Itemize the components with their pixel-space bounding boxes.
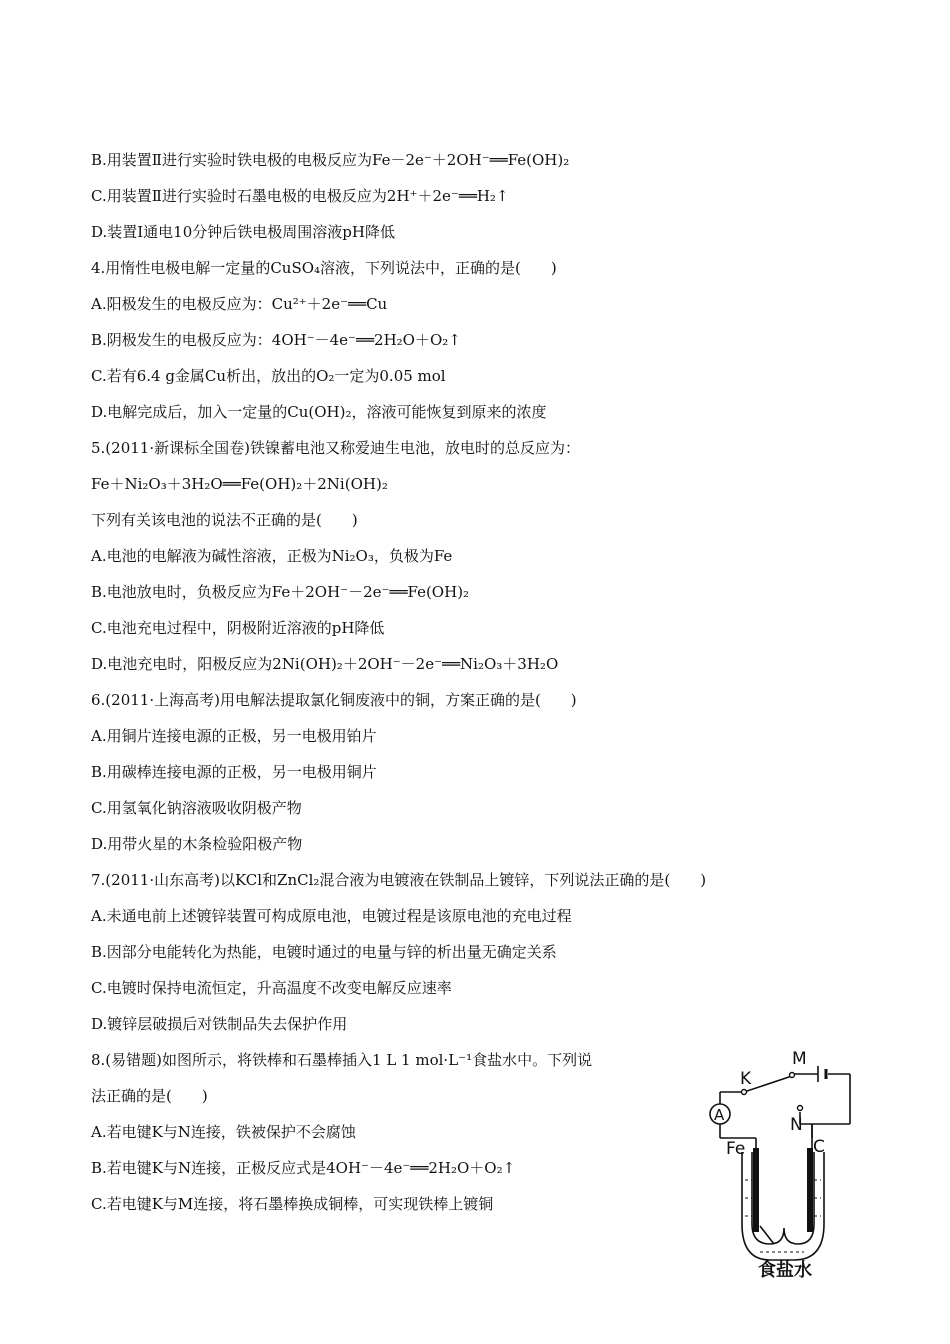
question-6: 6.(2011·上海高考)用电解法提取氯化铜废液中的铜，方案正确的是( ) (91, 691, 577, 709)
option-3d: D.装置Ⅰ通电10分钟后铁电极周围溶液pH降低 (91, 223, 395, 241)
option-6c: C.用氢氧化钠溶液吸收阴极产物 (91, 799, 302, 817)
option-7b: B.因部分电能转化为热能，电镀时通过的电量与锌的析出量无确定关系 (91, 943, 557, 961)
question-5: 5.(2011·新课标全国卷)铁镍蓄电池又称爱迪生电池，放电时的总反应为： (91, 439, 580, 457)
label-fe: Fe (726, 1139, 746, 1159)
option-6b: B.用碳棒连接电源的正极，另一电极用铜片 (91, 763, 377, 781)
electrolysis-diagram (700, 1048, 880, 1288)
option-7d: D.镀锌层破损后对铁制品失去保护作用 (91, 1015, 348, 1033)
question-4: 4.用惰性电极电解一定量的CuSO₄溶液，下列说法中，正确的是( ) (91, 259, 557, 277)
option-8a: A.若电键K与N连接，铁被保护不会腐蚀 (91, 1123, 356, 1141)
question-5-prompt: 下列有关该电池的说法不正确的是( ) (91, 511, 358, 529)
option-8b: B.若电键K与N连接，正极反应式是4OH⁻－4e⁻══2H₂O＋O₂↑ (91, 1159, 516, 1177)
option-3b: B.用装置Ⅱ进行实验时铁电极的电极反应为Fe－2e⁻＋2OH⁻══Fe(OH)₂ (91, 151, 570, 169)
option-6d: D.用带火星的木条检验阳极产物 (91, 835, 303, 853)
question-5-equation: Fe＋Ni₂O₃＋3H₂O══Fe(OH)₂＋2Ni(OH)₂ (91, 475, 388, 493)
option-6a: A.用铜片连接电源的正极，另一电极用铂片 (91, 727, 377, 745)
question-8: 8.(易错题)如图所示，将铁棒和石墨棒插入1 L 1 mol·L⁻¹食盐水中。下列说 (91, 1051, 593, 1069)
option-8c: C.若电键K与M连接，将石墨棒换成铜棒，可实现铁棒上镀铜 (91, 1195, 494, 1213)
label-c: C (813, 1137, 825, 1157)
option-4b: B.阴极发生的电极反应为：4OH⁻－4e⁻══2H₂O＋O₂↑ (91, 331, 461, 349)
iron-electrode (753, 1148, 759, 1232)
option-4a: A.阳极发生的电极反应为：Cu²⁺＋2e⁻══Cu (91, 295, 388, 313)
contact-m (790, 1073, 795, 1078)
option-5d: D.电池充电时，阳极反应为2Ni(OH)₂＋2OH⁻－2e⁻══Ni₂O₃＋3H₂O (91, 655, 559, 673)
label-solution: 食盐水 (758, 1260, 812, 1281)
graphite-electrode (807, 1148, 813, 1232)
label-a: A (714, 1106, 725, 1124)
option-5a: A.电池的电解液为碱性溶液，正极为Ni₂O₃，负极为Fe (91, 547, 453, 565)
question-8-cont: 法正确的是( ) (91, 1087, 208, 1105)
label-n: N (790, 1115, 803, 1135)
option-7c: C.电镀时保持电流恒定，升高温度不改变电解反应速率 (91, 979, 452, 997)
option-4c: C.若有6.4 g金属Cu析出，放出的O₂一定为0.05 mol (91, 367, 446, 385)
option-5b: B.电池放电时，负极反应为Fe＋2OH⁻－2e⁻══Fe(OH)₂ (91, 583, 470, 601)
switch-pivot (742, 1090, 747, 1095)
contact-n (798, 1106, 803, 1111)
option-7a: A.未通电前上述镀锌装置可构成原电池，电镀过程是该原电池的充电过程 (91, 907, 572, 925)
option-5c: C.电池充电过程中，阴极附近溶液的pH降低 (91, 619, 385, 637)
label-k: K (740, 1069, 752, 1089)
option-3c: C.用装置Ⅱ进行实验时石墨电极的电极反应为2H⁺＋2e⁻══H₂↑ (91, 187, 509, 205)
option-4d: D.电解完成后，加入一定量的Cu(OH)₂，溶液可能恢复到原来的浓度 (91, 403, 547, 421)
question-7: 7.(2011·山东高考)以KCl和ZnCl₂混合液为电镀液在铁制品上镀锌，下列说法正确的是( ) (91, 871, 707, 889)
label-m: M (792, 1049, 807, 1069)
